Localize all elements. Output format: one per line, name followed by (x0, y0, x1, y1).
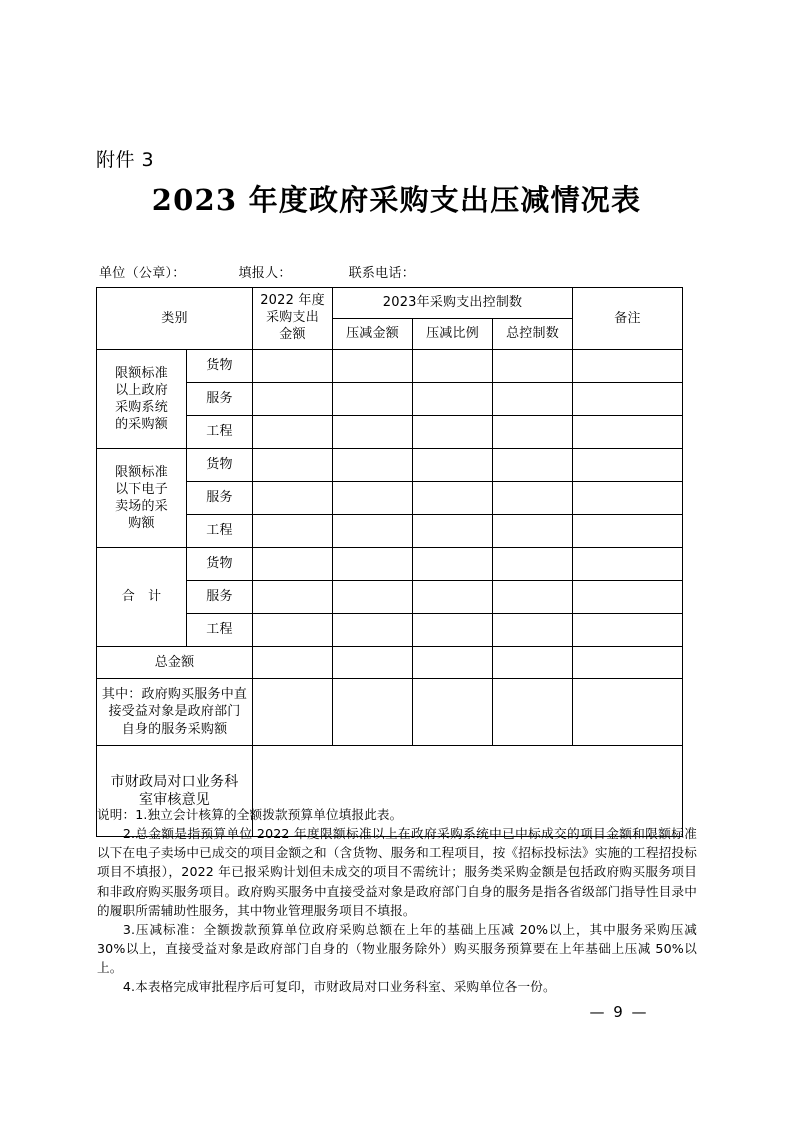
page-title: 2023 年度政府采购支出压减情况表 (151, 183, 642, 217)
table-row (97, 350, 683, 383)
cell-total-control[interactable] (493, 647, 573, 679)
group-label-subtotal (97, 548, 187, 647)
header-control-group: 2023年采购支出控制数 (333, 288, 573, 319)
cell-reduction-amount[interactable] (333, 515, 413, 548)
header-amount-2022-line2: 采购支出 (266, 310, 319, 326)
cell-remarks[interactable] (573, 449, 683, 482)
cell-amount-2022[interactable] (253, 581, 333, 614)
group-label-below-threshold (97, 449, 187, 548)
page-number-text: — 9 — (589, 1003, 649, 1021)
cell-remarks[interactable] (573, 383, 683, 416)
procurement-reduction-table (96, 287, 683, 837)
cell-amount-2022[interactable] (253, 515, 333, 548)
cell-reduction-ratio[interactable] (413, 416, 493, 449)
cell-total-control[interactable] (493, 548, 573, 581)
table-row (97, 449, 683, 482)
group-label-line: 以上政府 (115, 382, 168, 398)
cell-remarks[interactable] (573, 350, 683, 383)
note-item-1 (97, 805, 697, 824)
note-item-2: 2.总金额是指预算单位 2022 年度限额标准以上在政府采购系统中已中标成交的项目金额和限额标准以下在电子卖场中已成交的项目金额之和（含货物、服务和工程项目，按《招标投标法》实施的工程招投标项目不填报），2022 年已报采购计划但未成交的项目不需统计；服务类采购金额是包括政府购买服务项目和非政府购买服务项目。政府购买服务中直接受益对象是政府部门自身的服务是指各省级部门指导性目录中的履职所需辅助性服务，其中物业管理服务项目不填报。 (97, 826, 697, 918)
audit-label-line: 市财政局对口业务科 (110, 773, 239, 790)
cell-total-control[interactable] (493, 614, 573, 647)
notes-section (97, 805, 697, 996)
cell-reduction-amount[interactable] (333, 350, 413, 383)
cell-reduction-ratio[interactable] (413, 647, 493, 679)
phone-label: 联系电话： (348, 266, 416, 281)
attachment-label: 附件 3 (96, 149, 155, 171)
cell-reduction-ratio[interactable] (413, 449, 493, 482)
of-which-line: 其中：政府购买服务中直 (101, 687, 248, 703)
header-amount-2022 (253, 288, 333, 350)
cell-amount-2022[interactable] (253, 383, 333, 416)
cell-reduction-amount[interactable] (333, 647, 413, 679)
cell-reduction-amount[interactable] (333, 548, 413, 581)
header-amount-2022-line3: 金额 (279, 326, 306, 342)
cell-amount-2022[interactable] (253, 350, 333, 383)
cell-reduction-amount[interactable] (333, 416, 413, 449)
row-label-total-amount: 总金额 (97, 647, 253, 679)
table-row (97, 548, 683, 581)
cell-total-control[interactable] (493, 383, 573, 416)
header-amount-2022-line1: 2022 年度 (260, 293, 325, 309)
group-label-line: 限额标准 (115, 365, 168, 381)
header-total-control: 总控制数 (493, 319, 573, 350)
cell-reduction-ratio[interactable] (413, 581, 493, 614)
cell-amount-2022[interactable] (253, 482, 333, 515)
of-which-line: 自身的服务采购额 (121, 721, 228, 737)
cell-total-control[interactable] (493, 416, 573, 449)
cell-remarks[interactable] (573, 614, 683, 647)
subtype-works: 工程 (187, 515, 253, 548)
cell-remarks[interactable] (573, 416, 683, 449)
cell-amount-2022[interactable] (253, 679, 333, 746)
cell-remarks[interactable] (573, 548, 683, 581)
reporter-label: 填报人： (238, 266, 292, 281)
form-info-line (99, 262, 415, 281)
group-label-line: 合 计 (121, 589, 162, 605)
group-label-line: 卖场的采 (115, 499, 168, 514)
cell-remarks[interactable] (573, 679, 683, 746)
note-item-3: 3.压减标准：全额拨款预算单位政府采购总额在上年的基础上压减 20%以上，其中服务采购压减 30%以上，直接受益对象是政府部门自身的（物业服务除外）购买服务预算要在上年基础上压减 50%以上。 (97, 921, 697, 976)
cell-reduction-amount[interactable] (333, 614, 413, 647)
group-label-line: 以下电子 (115, 481, 168, 497)
cell-reduction-ratio[interactable] (413, 383, 493, 416)
subtype-services: 服务 (187, 581, 253, 614)
cell-reduction-amount[interactable] (333, 679, 413, 746)
header-reduction-ratio: 压减比例 (413, 319, 493, 350)
page-number (0, 1003, 793, 1021)
cell-reduction-ratio[interactable] (413, 614, 493, 647)
audit-label-line: 室审核意见 (139, 792, 210, 808)
cell-reduction-amount[interactable] (333, 449, 413, 482)
cell-reduction-ratio[interactable] (413, 482, 493, 515)
subtype-services: 服务 (187, 482, 253, 515)
unit-seal-label: 单位（公章）： (99, 266, 186, 281)
row-label-of-which-gov-service (97, 679, 253, 746)
cell-reduction-amount[interactable] (333, 383, 413, 416)
cell-reduction-ratio[interactable] (413, 350, 493, 383)
note-item-4: 4.本表格完成审批程序后可复印，市财政局对口业务科室、采购单位各一份。 (122, 979, 556, 995)
cell-total-control[interactable] (493, 679, 573, 746)
notes-heading: 说明： (97, 807, 136, 822)
cell-total-control[interactable] (493, 515, 573, 548)
group-label-line: 购额 (128, 516, 155, 532)
cell-remarks[interactable] (573, 515, 683, 548)
cell-amount-2022[interactable] (253, 449, 333, 482)
cell-reduction-amount[interactable] (333, 482, 413, 515)
table-header-row-1 (97, 288, 683, 319)
group-label-line: 限额标准 (115, 464, 168, 480)
cell-reduction-ratio[interactable] (413, 679, 493, 746)
group-label-above-threshold (97, 350, 187, 449)
cell-total-control[interactable] (493, 449, 573, 482)
cell-amount-2022[interactable] (253, 416, 333, 449)
cell-remarks[interactable] (573, 581, 683, 614)
table-row-of-which (97, 679, 683, 746)
note-1-text: 1.独立会计核算的全额拨款预算单位填报此表。 (135, 807, 403, 822)
header-category: 类别 (97, 288, 253, 350)
cell-total-control[interactable] (493, 350, 573, 383)
cell-remarks[interactable] (573, 482, 683, 515)
cell-remarks[interactable] (573, 647, 683, 679)
cell-total-control[interactable] (493, 581, 573, 614)
subtype-services: 服务 (187, 383, 253, 416)
header-reduction-amount: 压减金额 (333, 319, 413, 350)
subtype-goods: 货物 (187, 548, 253, 581)
cell-amount-2022[interactable] (253, 548, 333, 581)
header-remarks: 备注 (573, 288, 683, 350)
cell-reduction-ratio[interactable] (413, 548, 493, 581)
cell-reduction-amount[interactable] (333, 581, 413, 614)
cell-total-control[interactable] (493, 482, 573, 515)
cell-amount-2022[interactable] (253, 614, 333, 647)
of-which-line: 接受益对象是政府部门 (108, 704, 241, 720)
table-row-total-amount (97, 647, 683, 679)
subtype-works: 工程 (187, 416, 253, 449)
subtype-goods: 货物 (187, 449, 253, 482)
group-label-line: 采购系统 (115, 400, 168, 415)
subtype-goods: 货物 (187, 350, 253, 383)
cell-reduction-ratio[interactable] (413, 515, 493, 548)
cell-amount-2022[interactable] (253, 647, 333, 679)
subtype-works: 工程 (187, 614, 253, 647)
group-label-line: 的采购额 (115, 417, 168, 433)
